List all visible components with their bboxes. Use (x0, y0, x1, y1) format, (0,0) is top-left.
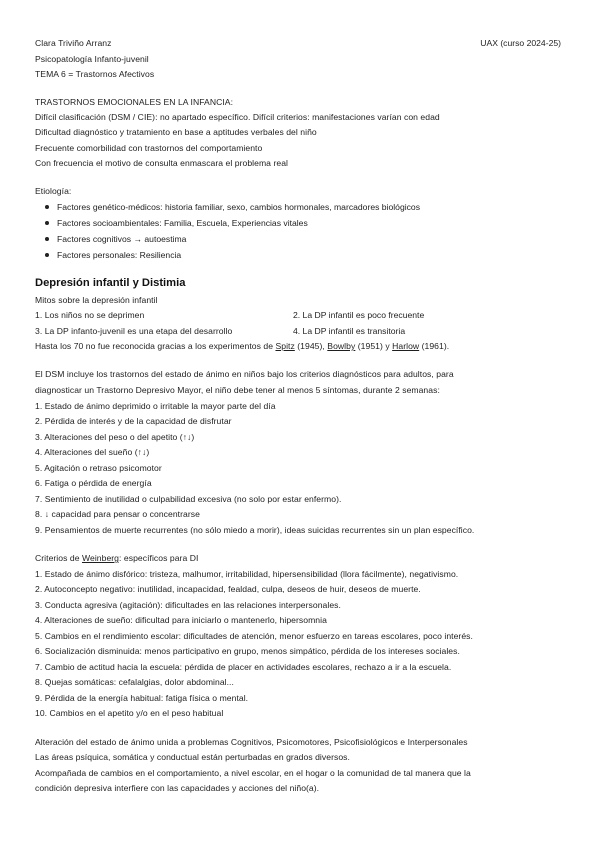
etiology-title: Etiología: (35, 186, 72, 196)
myth-item: 1. Los niños no se deprimen (35, 310, 145, 320)
dsm-item: 8. ↓ capacidad para pensar o concentrarse (35, 509, 200, 519)
harlow-link: Harlow (392, 341, 420, 351)
dsm-intro: El DSM incluye los trastornos del estado de ánimo en niños bajo los criterios diagnósticos para adultos, para (35, 369, 454, 379)
weinberg-item: 1. Estado de ánimo disfórico: tristeza, malhumor, irritabilidad, hipersensibilidad (llora fácilmente), negativismo. (35, 569, 459, 579)
dsm-item: 9. Pensamientos de muerte recurrentes (no sólo miedo a morir), ideas suicidas recurrentes sin un plan específico. (35, 525, 475, 535)
weinberg-item: 3. Conducta agresiva (agitación): dificultades en las relaciones interpersonales. (35, 600, 341, 610)
author-name: Clara Triviño Arranz (35, 38, 112, 48)
intro-line: Frecuente comorbilidad con trastornos del comportamiento (35, 143, 263, 153)
closing-line: Las áreas psíquica, somática y conductual están perturbadas en grados diversos. (35, 752, 350, 762)
bowlby-link: Bowlby (327, 341, 356, 351)
intro-line: Dificultad diagnóstico y tratamiento en base a aptitudes verbales del niño (35, 127, 317, 137)
history-line: Hasta los 70 no fue reconocida gracias a los experimentos de Spitz (1945), Bowlby (1951) y Harlow (1961). (35, 341, 450, 351)
myth-item: 2. La DP infantil es poco frecuente (293, 310, 425, 320)
dsm-intro: diagnosticar un Trastorno Depresivo Mayor, el niño debe tener al menos 5 síntomas, durante 2 semanas: (35, 385, 440, 395)
intro-line: Difícil clasificación (DSM / CIE): no apartado específico. Difícil criterios: manifestaciones varían con edad (35, 112, 440, 122)
weinberg-item: 7. Cambio de actitud hacia la escuela: pérdida de placer en actividades escolares, rechazo a ir a la escuela. (35, 662, 452, 672)
intro-line: Con frecuencia el motivo de consulta enmascara el problema real (35, 158, 288, 168)
etiology-item: Factores genético-médicos: historia familiar, sexo, cambios hormonales, marcadores biológicos (45, 202, 420, 213)
bullet-icon (45, 221, 49, 225)
course-label: UAX (curso 2024-25) (480, 38, 561, 48)
etiology-item: Factores cognitivos → autoestima (45, 234, 186, 245)
myths-title: Mitos sobre la depresión infantil (35, 295, 158, 305)
weinberg-item: 6. Socialización disminuida: menos participativo en grupo, menos simpático, pérdida de los intereses sociales. (35, 646, 460, 656)
weinberg-item: 5. Cambios en el rendimiento escolar: dificultades de atención, menor esfuerzo en tareas escolares, poco interés. (35, 631, 473, 641)
weinberg-item: 4. Alteraciones de sueño: dificultad para iniciarlo o mantenerlo, hipersomnia (35, 615, 327, 625)
weinberg-item: 9. Pérdida de la energía habitual: fatiga física o mental. (35, 693, 249, 703)
weinberg-item: 2. Autoconcepto negativo: inutilidad, incapacidad, fealdad, culpa, deseos de huir, deseos de muerte. (35, 584, 421, 594)
closing-line: condición depresiva interfiere con las capacidades y acciones del niño(a). (35, 783, 320, 793)
dsm-item: 4. Alteraciones del sueño (↑↓) (35, 447, 150, 457)
closing-line: Acompañada de cambios en el comportamiento, a nivel escolar, en el hogar o la comunidad de tal manera que la (35, 768, 471, 778)
dsm-item: 3. Alteraciones del peso o del apetito (↑↓) (35, 432, 195, 442)
weinberg-title: Criterios de Weinberg: específicos para DI (35, 553, 199, 563)
dsm-item: 5. Agitación o retraso psicomotor (35, 463, 162, 473)
myth-item: 4. La DP infantil es transitoria (293, 326, 406, 336)
bullet-icon (45, 205, 49, 209)
section-heading: Depresión infantil y Distimia (35, 277, 186, 289)
topic-label: TEMA 6 = Trastornos Afectivos (35, 69, 155, 79)
weinberg-item: 10. Cambios en el apetito y/o en el peso habitual (35, 708, 224, 718)
closing-line: Alteración del estado de ánimo unida a problemas Cognitivos, Psicomotores, Psicofisiológicos e Interpersonales (35, 737, 468, 747)
intro-title: TRASTORNOS EMOCIONALES EN LA INFANCIA: (35, 97, 234, 107)
dsm-item: 6. Fatiga o pérdida de energía (35, 478, 152, 488)
etiology-item: Factores socioambientales: Familia, Escuela, Experiencias vitales (45, 218, 308, 229)
bullet-icon (45, 253, 49, 257)
weinberg-link: Weinberg (81, 553, 120, 563)
myth-item: 3. La DP infanto-juvenil es una etapa del desarrollo (35, 326, 233, 336)
dsm-item: 1. Estado de ánimo deprimido o irritable la mayor parte del día (35, 401, 276, 411)
bullet-icon (45, 237, 49, 241)
spitz-link: Spitz (275, 341, 295, 351)
dsm-item: 2. Pérdida de interés y de la capacidad de disfrutar (35, 416, 232, 426)
weinberg-item: 8. Quejas somáticas: cefalalgias, dolor abdominal... (35, 677, 234, 687)
dsm-item: 7. Sentimiento de inutilidad o culpabilidad excesiva (no solo por estar enfermo). (35, 494, 342, 504)
subject-label: Psicopatología Infanto-juvenil (35, 54, 149, 64)
etiology-item: Factores personales: Resiliencia (45, 250, 181, 261)
